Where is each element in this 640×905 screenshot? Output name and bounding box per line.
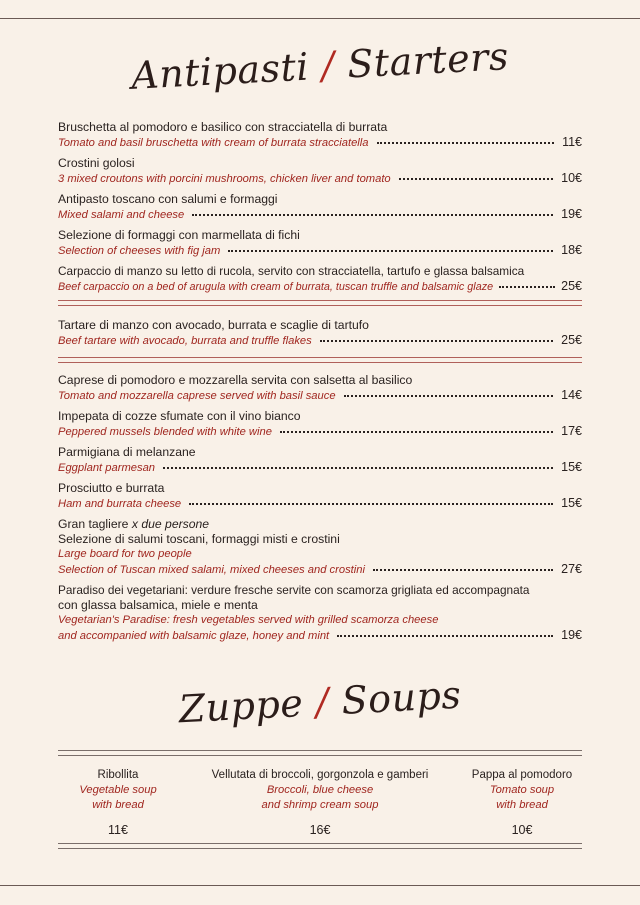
section-divider	[58, 300, 582, 306]
item-name-it: Caprese di pomodoro e mozzarella servita con salsetta al basilico	[58, 373, 413, 387]
item-name-it: Paradiso dei vegetariani: verdure fresche servite con scamorza grigliata ed accompagnata	[58, 583, 530, 597]
item-price: 27€	[561, 562, 582, 576]
starters-group-3	[58, 373, 582, 649]
item-name-en: Beef tartare with avocado, burrata and truffle flakes	[58, 335, 312, 347]
item-price: 14€	[561, 388, 582, 402]
leader-dots	[163, 467, 553, 469]
item-price: 25€	[561, 279, 582, 293]
leader-dots	[337, 635, 553, 637]
item-name-it: Carpaccio di manzo su letto di rucola, servito con stracciatella, tartufo e glassa balsamica	[58, 264, 525, 278]
leader-dots	[373, 569, 553, 571]
soups-list	[58, 768, 582, 838]
item-desc-it: Selezione di salumi toscani, formaggi misti e crostini	[58, 532, 340, 546]
starters-group-1	[58, 120, 582, 300]
item-price: 19€	[561, 207, 582, 221]
soup-desc-en: and shrimp cream soup	[261, 799, 379, 811]
item-price: 11€	[562, 135, 582, 149]
leader-dots	[344, 395, 554, 397]
item-name-en: Ham and burrata cheese	[58, 498, 182, 510]
item-name-en: Selection of cheeses with fig jam	[58, 245, 221, 257]
soup-desc-en: with bread	[496, 799, 548, 811]
leader-dots	[399, 178, 553, 180]
item-name-en: Mixed salami and cheese	[58, 209, 185, 221]
soup-name-it: Vellutata di broccoli, gorgonzola e gamberi	[211, 769, 429, 781]
leader-dots	[192, 214, 553, 216]
menu-item	[58, 156, 582, 187]
item-name-en: 3 mixed croutons with porcini mushrooms, chicken liver and tomato	[58, 173, 391, 185]
menu-item	[58, 228, 582, 259]
item-name-en: Vegetarian's Paradise: fresh vegetables served with grilled scamorza cheese	[58, 614, 439, 626]
item-name-it: Bruschetta al pomodoro e basilico con stracciatella di burrata	[58, 120, 388, 134]
item-name-it: Selezione di formaggi con marmellata di fichi	[58, 228, 300, 242]
menu-item	[58, 120, 582, 151]
soup-desc-en: with bread	[92, 799, 144, 811]
soup-price: 16€	[309, 823, 331, 837]
soup-name-it: Pappa al pomodoro	[471, 769, 573, 781]
item-name-en: Eggplant parmesan	[58, 462, 156, 474]
item-name-it: Parmigiana di melanzane	[58, 445, 196, 459]
item-name-it: Tartare di manzo con avocado, burrata e scaglie di tartufo	[58, 318, 369, 332]
item-name-it: Antipasto toscano con salumi e formaggi	[58, 192, 278, 206]
item-name-en: Beef carpaccio on a bed of arugula with cream of burrata, tuscan truffle and balsamic glaze	[58, 281, 494, 293]
section-divider	[58, 357, 582, 363]
item-price: 17€	[561, 424, 582, 438]
bottom-border	[0, 885, 640, 886]
soups-title: Zuppe / Soups	[177, 672, 463, 732]
item-name-en: Large board for two people	[58, 548, 192, 560]
menu-item-board	[58, 517, 582, 578]
soup-item	[462, 768, 582, 838]
leader-dots	[280, 431, 553, 433]
soup-name-it: Ribollita	[97, 769, 139, 781]
item-name-en: Tomato and mozzarella caprese served with basil sauce	[58, 390, 336, 402]
item-desc-it: con glassa balsamica, miele e menta	[58, 598, 258, 612]
soup-name-en: Vegetable soup	[79, 784, 157, 796]
leader-dots	[320, 340, 553, 342]
soups-divider-bottom	[58, 843, 582, 849]
soups-divider-top	[58, 750, 582, 756]
menu-item	[58, 264, 582, 295]
leader-dots	[377, 142, 555, 144]
starters-group-2	[58, 318, 582, 354]
menu-item	[58, 445, 582, 476]
item-name-en: Tomato and basil bruschetta with cream of burrata stracciatella	[58, 137, 369, 149]
item-name-it: Gran tagliere x due persone	[58, 517, 210, 531]
menu-item	[58, 481, 582, 512]
leader-dots	[228, 250, 553, 252]
soup-name-en: Tomato soup	[489, 784, 555, 796]
soup-item	[58, 768, 178, 838]
item-name-it: Crostini golosi	[58, 156, 135, 170]
menu-item	[58, 409, 582, 440]
item-name-it: Impepata di cozze sfumate con il vino bianco	[58, 409, 301, 423]
item-price: 15€	[561, 496, 582, 510]
menu-item	[58, 318, 582, 349]
soup-item	[190, 768, 450, 838]
item-price: 25€	[561, 333, 582, 347]
item-price: 18€	[561, 243, 582, 257]
soup-price: 10€	[511, 823, 533, 837]
item-name-en: Peppered mussels blended with white wine	[58, 426, 272, 438]
leader-dots	[499, 286, 555, 288]
starters-title: Antipasti / Starters	[130, 34, 510, 98]
menu-item-vegetarian	[58, 583, 582, 644]
item-desc-en: Selection of Tuscan mixed salami, mixed cheeses and crostini	[58, 564, 365, 576]
item-price: 15€	[561, 460, 582, 474]
top-border	[0, 18, 640, 19]
item-price: 10€	[561, 171, 582, 185]
item-name-it: Prosciutto e burrata	[58, 481, 165, 495]
item-price: 19€	[561, 628, 582, 642]
item-desc-en: and accompanied with balsamic glaze, honey and mint	[58, 630, 330, 642]
soup-price: 11€	[108, 823, 128, 837]
leader-dots	[189, 503, 553, 505]
menu-item	[58, 373, 582, 404]
menu-item	[58, 192, 582, 223]
soup-name-en: Broccoli, blue cheese	[266, 784, 374, 796]
